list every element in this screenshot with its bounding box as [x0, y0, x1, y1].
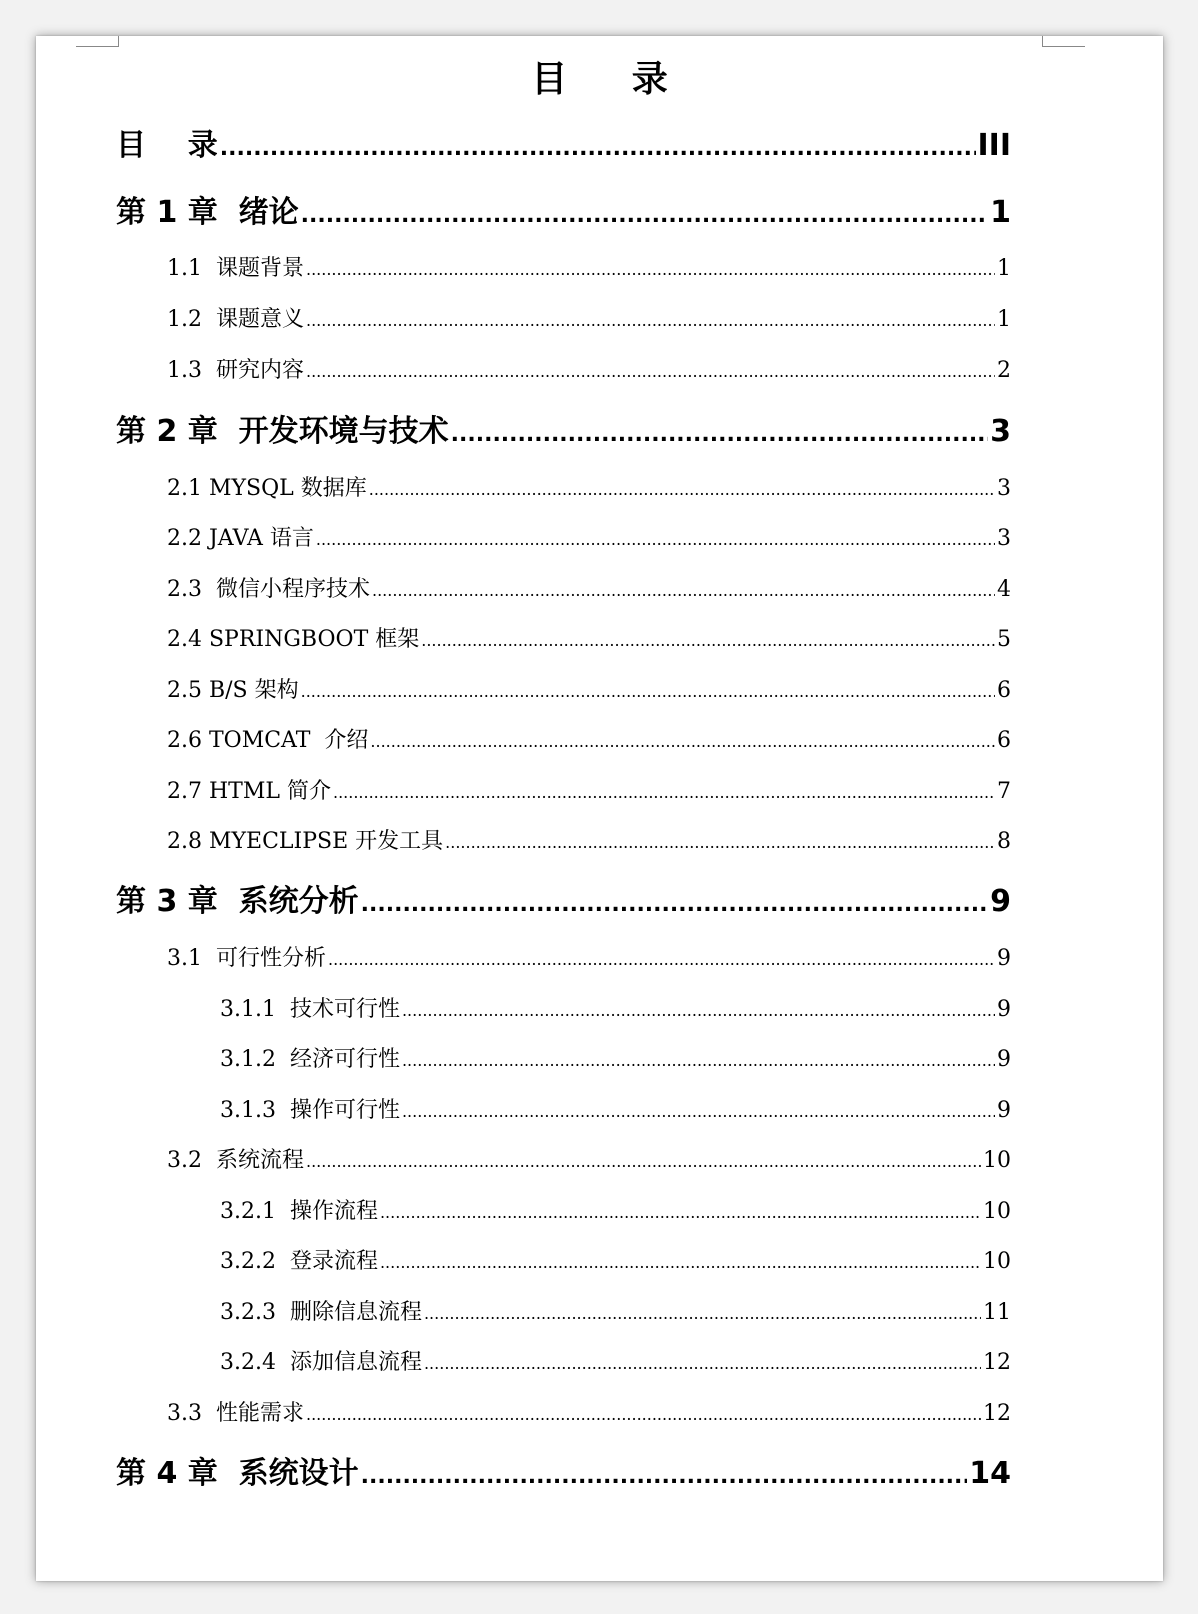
- toc-leader: [301, 676, 995, 708]
- toc-entry-page: 2: [997, 358, 1011, 383]
- toc-entry[interactable]: [116, 126, 1011, 166]
- toc-entry-page: 9: [997, 1047, 1011, 1072]
- toc-leader: [361, 885, 988, 925]
- toc-leader: [445, 827, 995, 859]
- toc-leader: [301, 196, 988, 236]
- toc-entry[interactable]: [167, 253, 1011, 285]
- toc-leader: [220, 129, 976, 169]
- toc-leader: [306, 356, 995, 388]
- toc-list: [36, 36, 1163, 1581]
- toc-entry-page: 8: [997, 829, 1011, 854]
- toc-entry-page: 3: [997, 476, 1011, 501]
- toc-leader: [424, 1298, 981, 1330]
- toc-entry[interactable]: [167, 725, 1011, 757]
- page-title: 目 录: [531, 59, 694, 100]
- toc-entry-page: III: [977, 128, 1011, 163]
- toc-leader: [361, 1457, 968, 1497]
- toc-leader: [380, 1247, 981, 1279]
- toc-entry[interactable]: [167, 304, 1011, 336]
- toc-entry-label: 第 4 章 系统设计: [116, 1456, 359, 1491]
- toc-leader: [402, 1096, 995, 1128]
- toc-entry[interactable]: [167, 624, 1011, 656]
- toc-leader: [402, 995, 995, 1027]
- toc-entry[interactable]: [167, 523, 1011, 555]
- toc-entry[interactable]: [220, 1297, 1011, 1329]
- toc-entry-page: 3: [990, 414, 1011, 449]
- toc-entry[interactable]: [167, 355, 1011, 387]
- toc-entry-label: 3.2 系统流程: [167, 1148, 304, 1173]
- toc-leader: [424, 1348, 981, 1380]
- toc-entry-label: 3.2.1 操作流程: [220, 1199, 378, 1224]
- toc-leader: [451, 415, 988, 455]
- toc-entry-label: 目 录: [116, 128, 218, 163]
- toc-entry-label: 3.1.1 技术可行性: [220, 997, 400, 1022]
- toc-entry-page: 9: [997, 946, 1011, 971]
- toc-leader: [380, 1197, 981, 1229]
- toc-entry-label: 第 3 章 系统分析: [116, 884, 359, 919]
- toc-entry-label: 1.3 研究内容: [167, 358, 304, 383]
- toc-entry-label: 3.1 可行性分析: [167, 946, 326, 971]
- toc-leader: [306, 254, 995, 286]
- toc-entry[interactable]: [167, 1145, 1011, 1177]
- toc-entry-page: 3: [997, 526, 1011, 551]
- toc-entry-label: 2.3 微信小程序技术: [167, 577, 370, 602]
- toc-entry-label: 3.1.2 经济可行性: [220, 1047, 400, 1072]
- toc-entry-page: 6: [997, 678, 1011, 703]
- toc-entry-label: 2.1 MYSQL 数据库: [167, 476, 367, 501]
- toc-entry-page: 10: [983, 1249, 1011, 1274]
- toc-entry[interactable]: [116, 1454, 1011, 1494]
- toc-entry-page: 10: [983, 1148, 1011, 1173]
- toc-entry-page: 1: [997, 256, 1011, 281]
- toc-entry[interactable]: [167, 574, 1011, 606]
- toc-entry-page: 14: [969, 1456, 1011, 1491]
- toc-entry[interactable]: [220, 994, 1011, 1026]
- toc-entry-page: 9: [997, 997, 1011, 1022]
- toc-leader: [372, 575, 995, 607]
- toc-leader: [369, 474, 995, 506]
- toc-entry-label: 2.8 MYECLIPSE 开发工具: [167, 829, 444, 854]
- toc-entry-page: 4: [997, 577, 1011, 602]
- toc-entry-page: 12: [983, 1350, 1011, 1375]
- toc-leader: [333, 777, 995, 809]
- toc-entry-page: 1: [997, 307, 1011, 332]
- toc-leader: [306, 1399, 981, 1431]
- toc-entry[interactable]: [116, 193, 1011, 233]
- toc-entry-label: 3.2.3 删除信息流程: [220, 1300, 422, 1325]
- toc-entry[interactable]: [167, 826, 1011, 858]
- toc-leader: [328, 944, 995, 976]
- toc-leader: [370, 726, 995, 758]
- toc-entry[interactable]: [220, 1196, 1011, 1228]
- toc-entry[interactable]: [167, 675, 1011, 707]
- toc-entry[interactable]: [167, 473, 1011, 505]
- toc-leader: [402, 1045, 995, 1077]
- toc-entry-page: 9: [997, 1098, 1011, 1123]
- toc-entry-page: 7: [997, 779, 1011, 804]
- toc-entry-label: 2.5 B/S 架构: [167, 678, 299, 703]
- toc-entry-page: 11: [983, 1300, 1011, 1325]
- document-page: [36, 36, 1163, 1581]
- toc-entry-label: 3.2.2 登录流程: [220, 1249, 378, 1274]
- toc-entry-label: 2.7 HTML 简介: [167, 779, 331, 804]
- toc-entry-page: 10: [983, 1199, 1011, 1224]
- toc-entry-page: 1: [990, 195, 1011, 230]
- toc-entry-label: 第 1 章 绪论: [116, 195, 299, 230]
- toc-entry[interactable]: [220, 1095, 1011, 1127]
- toc-entry[interactable]: [220, 1246, 1011, 1278]
- toc-entry[interactable]: [167, 776, 1011, 808]
- toc-entry[interactable]: [220, 1347, 1011, 1379]
- toc-entry-label: 1.1 课题背景: [167, 256, 304, 281]
- toc-leader: [316, 524, 995, 556]
- toc-entry-page: 12: [983, 1401, 1011, 1426]
- toc-entry[interactable]: [167, 1398, 1011, 1430]
- toc-entry[interactable]: [167, 943, 1011, 975]
- toc-entry-page: 6: [997, 728, 1011, 753]
- toc-entry-label: 2.2 JAVA 语言: [167, 526, 314, 551]
- toc-entry-label: 2.4 SPRINGBOOT 框架: [167, 627, 420, 652]
- toc-entry-label: 1.2 课题意义: [167, 307, 304, 332]
- toc-leader: [306, 1146, 981, 1178]
- toc-entry[interactable]: [116, 882, 1011, 922]
- toc-entry-label: 3.2.4 添加信息流程: [220, 1350, 422, 1375]
- toc-entry-label: 3.1.3 操作可行性: [220, 1098, 400, 1123]
- toc-entry-page: 9: [990, 884, 1011, 919]
- toc-entry[interactable]: [116, 412, 1011, 452]
- toc-entry-label: 2.6 TOMCAT 介绍: [167, 728, 369, 753]
- toc-entry[interactable]: [220, 1044, 1011, 1076]
- toc-entry-label: 3.3 性能需求: [167, 1401, 304, 1426]
- toc-leader: [306, 305, 995, 337]
- toc-leader: [421, 625, 995, 657]
- toc-entry-page: 5: [997, 627, 1011, 652]
- toc-entry-label: 第 2 章 开发环境与技术: [116, 414, 449, 449]
